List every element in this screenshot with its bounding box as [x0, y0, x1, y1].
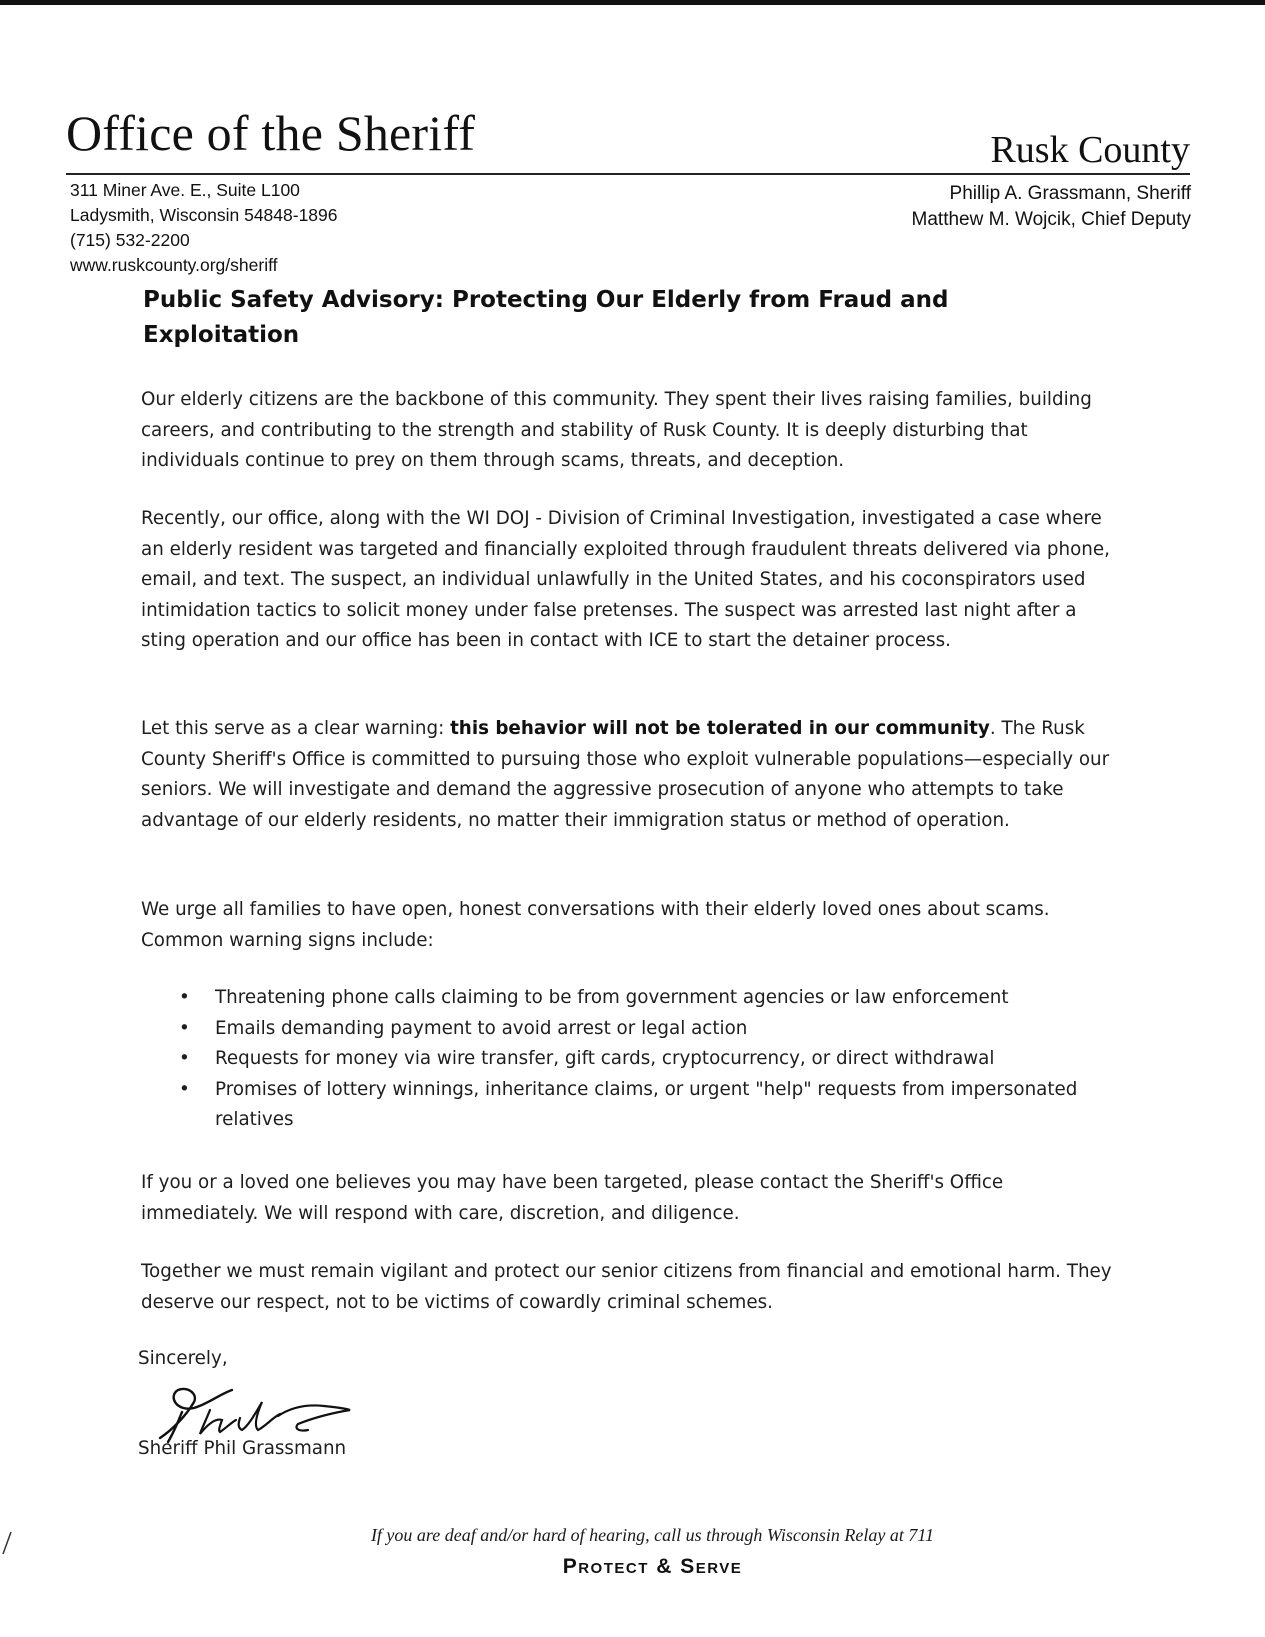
address-phone: (715) 532-2200: [70, 230, 190, 250]
bullet-icon: •: [179, 1048, 190, 1069]
advisory-title: Public Safety Advisory: Protecting Our Elderly from Fraud and Exploitation: [143, 287, 949, 348]
paragraph-urge: We urge all families to have open, honest conversations with their elderly loved ones about scams. Common warning signs include:: [141, 899, 1050, 951]
list-item-text: Promises of lottery winnings, inheritance claims, or urgent "help" requests from impersonated relatives: [215, 1078, 1078, 1130]
staff-listing: [912, 181, 1191, 233]
bullet-icon: •: [179, 1017, 190, 1039]
list-item-text: Emails demanding payment to avoid arrest or legal action: [215, 1017, 748, 1039]
list-item: [141, 1075, 1116, 1136]
address-street: 311 Miner Ave. E., Suite L100: [70, 180, 300, 200]
warning-emphasis: this behavior will not be tolerated in our community: [450, 718, 990, 739]
list-item-text: Threatening phone calls claiming to be from government agencies or law enforcement: [215, 987, 1009, 1008]
header-rule: [66, 173, 1190, 175]
address-website: www.ruskcounty.org/sheriff: [70, 255, 278, 275]
list-item: [141, 983, 1116, 1014]
list-item-text: Requests for money via wire transfer, gift cards, cryptocurrency, or direct withdrawal: [215, 1048, 995, 1069]
signer-name: Sheriff Phil Grassmann: [138, 1438, 347, 1459]
office-title: Office of the Sheriff: [66, 105, 476, 161]
salutation: Sincerely,: [138, 1348, 228, 1369]
warning-rest: . The Rusk County Sheriff's Office is committed to pursuing those who exploit vulnerable populations—especially our seniors. We will investigate and demand the aggressive prosecution of anyone who attempts to take advantage of our elderly residents, no matter their immigration status or method of operation.: [141, 718, 1110, 831]
office-motto: Protect & Serve: [562, 1555, 743, 1578]
address-city: Ladysmith, Wisconsin 54848-1896: [70, 205, 338, 225]
sheriff-name: Phillip A. Grassmann, Sheriff: [949, 183, 1191, 204]
list-item: [141, 1044, 1116, 1075]
list-item: [141, 1014, 1116, 1045]
paragraph-contact: If you or a loved one believes you may have been targeted, please contact the Sheriff's Office immediately. We will respond with care, discretion, and diligence.: [141, 1172, 1004, 1224]
chief-deputy-name: Matthew M. Wojcik, Chief Deputy: [911, 209, 1191, 230]
paragraph-warning: [141, 714, 1116, 836]
bullet-icon: •: [179, 1078, 190, 1100]
bullet-icon: •: [179, 987, 190, 1008]
county-title: Rusk County: [990, 129, 1190, 171]
scan-mark: [0, 1530, 14, 1556]
relay-notice: If you are deaf and/or hard of hearing, call us through Wisconsin Relay at 711: [370, 1525, 935, 1545]
office-address: [70, 178, 338, 278]
paragraph-intro: Our elderly citizens are the backbone of this community. They spent their lives raising families, building careers, and contributing to the strength and stability of Rusk County. It is deeply disturbing that individuals continue to prey on them through scams, threats, and deception.: [141, 389, 1092, 471]
scan-edge: [0, 0, 1265, 5]
paragraph-together: Together we must remain vigilant and protect our senior citizens from financial and emotional harm. They deserve our respect, not to be victims of cowardly criminal schemes.: [141, 1261, 1112, 1313]
paragraph-case: Recently, our office, along with the WI DOJ - Division of Criminal Investigation, investigated a case where an elderly resident was targeted and financially exploited through fraudulent threats delivered via phone, email, and text. The suspect, an individual unlawfully in the United States, and his coconspirators used intimidation tactics to solicit money under false pretenses. The suspect was arrested last night after a sting operation and our office has been in contact with ICE to start the detainer process.: [141, 508, 1110, 651]
warning-lead: Let this serve as a clear warning:: [141, 718, 451, 739]
warning-signs-list: [141, 983, 1116, 1136]
